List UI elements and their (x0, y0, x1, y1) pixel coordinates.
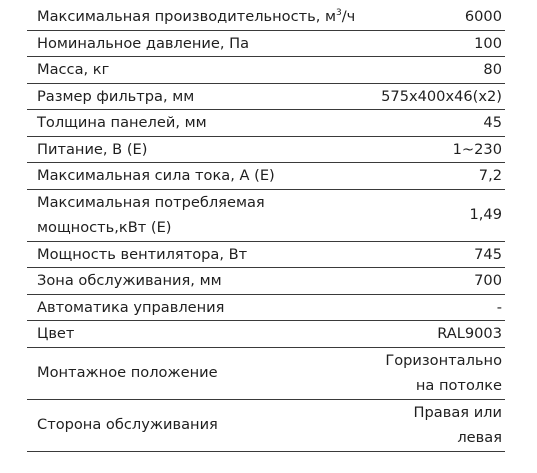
row-value: 7,2 (478, 167, 502, 184)
row-label: Мощность вентилятора, Вт (37, 245, 248, 263)
row-value: 6000 (464, 8, 502, 25)
row-value: 80 (483, 61, 502, 78)
row-label: Максимальная потребляемая мощность,кВт (Е) (37, 193, 265, 236)
row-label: Зона обслуживания, мм (37, 272, 222, 289)
table-row (27, 241, 505, 268)
row-value: Горизонтально на потолке (385, 351, 502, 394)
table-row (27, 57, 505, 84)
row-label: Максимальная сила тока, А (Е) (37, 167, 275, 184)
superscript: 3 (336, 8, 342, 18)
row-value: 1,49 (469, 206, 502, 224)
table-row (27, 163, 505, 190)
table-row (27, 294, 505, 321)
row-label: Питание, В (Е) (37, 140, 148, 158)
table-row (27, 110, 505, 137)
table-row (27, 268, 505, 295)
row-value: 100 (474, 34, 502, 52)
row-label: Максимальная производительность, $м^3/ч$ (37, 8, 356, 25)
table-row (27, 136, 505, 163)
row-value: 45 (483, 114, 502, 131)
specifications-table (27, 4, 505, 452)
row-value: 700 (474, 272, 502, 289)
row-value: 575х400х46(х2) (381, 87, 502, 105)
row-value: 745 (474, 245, 502, 263)
row-label: Масса, кг (37, 61, 110, 78)
row-label: Цвет (37, 325, 75, 342)
table-row (27, 347, 505, 399)
table-row (27, 189, 505, 241)
row-label: Автоматика управления (37, 298, 225, 316)
row-label: Сторона обслуживания (37, 416, 218, 434)
table-row (27, 83, 505, 110)
table-row (27, 4, 505, 30)
row-value: RAL9003 (437, 325, 502, 342)
row-label: Монтажное положение (37, 364, 218, 382)
row-value: - (496, 298, 502, 316)
row-label: Толщина панелей, мм (37, 114, 207, 131)
table-row (27, 399, 505, 451)
row-value: Правая или левая (413, 403, 502, 446)
row-label: Размер фильтра, мм (37, 87, 195, 105)
row-value: 1~230 (452, 140, 502, 158)
table-row (27, 321, 505, 348)
row-label: Номинальное давление, Па (37, 34, 250, 52)
table-row (27, 30, 505, 57)
